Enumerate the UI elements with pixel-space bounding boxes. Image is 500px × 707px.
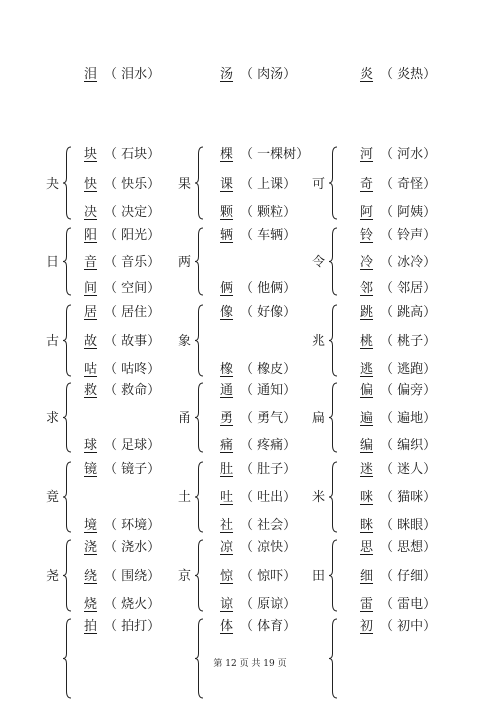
top-word: （ 肉汤） <box>240 67 297 82</box>
left-brace <box>194 304 204 377</box>
entry-character: 凉 <box>220 540 234 555</box>
entry-word: （ 社会） <box>240 518 297 533</box>
entry-character: 惊 <box>220 569 234 584</box>
base-character: 求 <box>46 411 60 426</box>
entry-word: （ 吐出） <box>240 490 297 505</box>
base-character: 夬 <box>46 177 60 192</box>
top-char: 泪 <box>84 67 98 82</box>
entry-character: 吐 <box>220 490 234 505</box>
left-brace <box>62 227 72 296</box>
left-brace <box>328 539 338 612</box>
entry-character: 拍 <box>84 619 98 634</box>
entry-word: （ 迷人） <box>380 462 437 477</box>
entry-word: （ 阳光） <box>104 228 161 243</box>
base-character: 可 <box>312 177 326 192</box>
entry-word: （ 上课） <box>240 177 297 192</box>
left-brace <box>194 382 204 453</box>
entry-character: 体 <box>220 619 234 634</box>
entry-character: 谅 <box>220 597 234 612</box>
entry-word: （ 冰冷） <box>380 255 437 270</box>
entry-word: （ 体育） <box>240 619 297 634</box>
entry-character: 辆 <box>220 228 234 243</box>
entry-word: （ 奇怪） <box>380 177 437 192</box>
entry-character: 逃 <box>360 362 374 377</box>
left-brace <box>194 227 204 296</box>
entry-character: 奇 <box>360 177 374 192</box>
entry-character: 棵 <box>220 147 234 162</box>
entry-word: （ 逃跑） <box>380 362 437 377</box>
left-brace <box>194 146 204 220</box>
left-brace <box>328 461 338 533</box>
entry-word: （ 镜子） <box>104 462 161 477</box>
entry-word: （ 跳高） <box>380 305 437 320</box>
entry-character: 桃 <box>360 334 374 349</box>
entry-character: 编 <box>360 438 374 453</box>
entry-word: （ 空间） <box>104 281 161 296</box>
entry-character: 浇 <box>84 540 98 555</box>
entry-word: （ 眯眼） <box>380 518 437 533</box>
entry-character: 冷 <box>360 255 374 270</box>
top-char: 炎 <box>360 67 374 82</box>
base-character: 两 <box>178 255 192 270</box>
entry-word: （ 橡皮） <box>240 362 297 377</box>
entry-word: （ 决定） <box>104 205 161 220</box>
base-character: 田 <box>312 569 326 584</box>
entry-character: 阿 <box>360 205 374 220</box>
entry-word: （ 编织） <box>380 438 437 453</box>
entry-character: 音 <box>84 255 98 270</box>
entry-word: （ 咕咚） <box>104 362 161 377</box>
entry-character: 眯 <box>360 518 374 533</box>
entry-word: （ 救命） <box>104 383 161 398</box>
entry-word: （ 音乐） <box>104 255 161 270</box>
entry-character: 镜 <box>84 462 98 477</box>
entry-character: 球 <box>84 438 98 453</box>
entry-character: 铃 <box>360 228 374 243</box>
entry-character: 间 <box>84 281 98 296</box>
entry-word: （ 石块） <box>104 147 161 162</box>
entry-word: （ 阿姨） <box>380 205 437 220</box>
left-brace <box>194 539 204 612</box>
entry-word: （ 快乐） <box>104 177 161 192</box>
entry-character: 课 <box>220 177 234 192</box>
entry-word: （ 好像） <box>240 305 297 320</box>
left-brace <box>62 461 72 533</box>
base-character: 竟 <box>46 490 60 505</box>
entry-word: （ 足球） <box>104 438 161 453</box>
entry-character: 境 <box>84 518 98 533</box>
left-brace <box>62 539 72 612</box>
entry-character: 细 <box>360 569 374 584</box>
entry-character: 初 <box>360 619 374 634</box>
entry-word: （ 居住） <box>104 305 161 320</box>
entry-word: （ 肚子） <box>240 462 297 477</box>
entry-word: （ 惊吓） <box>240 569 297 584</box>
entry-character: 勇 <box>220 411 234 426</box>
entry-character: 故 <box>84 334 98 349</box>
entry-character: 通 <box>220 383 234 398</box>
base-character: 兆 <box>312 334 326 349</box>
left-brace <box>328 304 338 377</box>
entry-character: 跳 <box>360 305 374 320</box>
left-brace <box>328 382 338 453</box>
entry-word: （ 通知） <box>240 383 297 398</box>
base-character: 象 <box>178 334 192 349</box>
entry-character: 社 <box>220 518 234 533</box>
entry-character: 决 <box>84 205 98 220</box>
base-character: 京 <box>178 569 192 584</box>
entry-word: （ 颗粒） <box>240 205 297 220</box>
entry-character: 绕 <box>84 569 98 584</box>
page-footer: 第 12 页 共 19 页 <box>213 659 287 669</box>
entry-character: 橡 <box>220 362 234 377</box>
entry-word: （ 凉快） <box>240 540 297 555</box>
entry-word: （ 疼痛） <box>240 438 297 453</box>
entry-character: 肚 <box>220 462 234 477</box>
entry-character: 居 <box>84 305 98 320</box>
entry-character: 痛 <box>220 438 234 453</box>
left-brace <box>62 382 72 453</box>
entry-character: 雷 <box>360 597 374 612</box>
top-word: （ 炎热） <box>380 67 437 82</box>
entry-character: 像 <box>220 305 234 320</box>
entry-character: 阳 <box>84 228 98 243</box>
entry-word: （ 一棵树） <box>240 147 310 162</box>
entry-word: （ 邻居） <box>380 281 437 296</box>
base-character: 土 <box>178 490 192 505</box>
entry-character: 偏 <box>360 383 374 398</box>
entry-character: 咪 <box>360 490 374 505</box>
entry-word: （ 围绕） <box>104 569 161 584</box>
entry-word: （ 原谅） <box>240 597 297 612</box>
base-character: 令 <box>312 255 326 270</box>
base-character: 米 <box>312 490 326 505</box>
base-character: 甬 <box>178 411 192 426</box>
left-brace <box>194 461 204 533</box>
entry-word: （ 故事） <box>104 334 161 349</box>
entry-word: （ 初中） <box>380 619 437 634</box>
entry-word: （ 思想） <box>380 540 437 555</box>
entry-character: 河 <box>360 147 374 162</box>
entry-character: 迷 <box>360 462 374 477</box>
entry-character: 烧 <box>84 597 98 612</box>
entry-word: （ 仔细） <box>380 569 437 584</box>
entry-word: （ 铃声） <box>380 228 437 243</box>
entry-word: （ 雷电） <box>380 597 437 612</box>
entry-word: （ 环境） <box>104 518 161 533</box>
entry-character: 咕 <box>84 362 98 377</box>
entry-character: 颗 <box>220 205 234 220</box>
base-character: 古 <box>46 334 60 349</box>
entry-word: （ 车辆） <box>240 228 297 243</box>
entry-character: 救 <box>84 383 98 398</box>
entry-character: 遍 <box>360 411 374 426</box>
entry-character: 快 <box>84 177 98 192</box>
entry-word: （ 他俩） <box>240 281 297 296</box>
top-char: 汤 <box>220 67 234 82</box>
entry-word: （ 桃子） <box>380 334 437 349</box>
base-character: 日 <box>46 255 60 270</box>
entry-character: 邻 <box>360 281 374 296</box>
entry-word: （ 偏旁） <box>380 383 437 398</box>
left-brace <box>62 146 72 220</box>
entry-word: （ 拍打） <box>104 619 161 634</box>
entry-character: 俩 <box>220 281 234 296</box>
base-character: 扁 <box>312 411 326 426</box>
left-brace <box>328 227 338 296</box>
entry-word: （ 遍地） <box>380 411 437 426</box>
left-brace <box>328 146 338 220</box>
entry-word: （ 浇水） <box>104 540 161 555</box>
base-character: 尧 <box>46 569 60 584</box>
left-brace <box>62 304 72 377</box>
entry-word: （ 勇气） <box>240 411 297 426</box>
entry-character: 块 <box>84 147 98 162</box>
entry-word: （ 河水） <box>380 147 437 162</box>
entry-word: （ 猫咪） <box>380 490 437 505</box>
base-character: 果 <box>178 177 192 192</box>
entry-character: 思 <box>360 540 374 555</box>
top-word: （ 泪水） <box>104 67 161 82</box>
entry-word: （ 烧火） <box>104 597 161 612</box>
